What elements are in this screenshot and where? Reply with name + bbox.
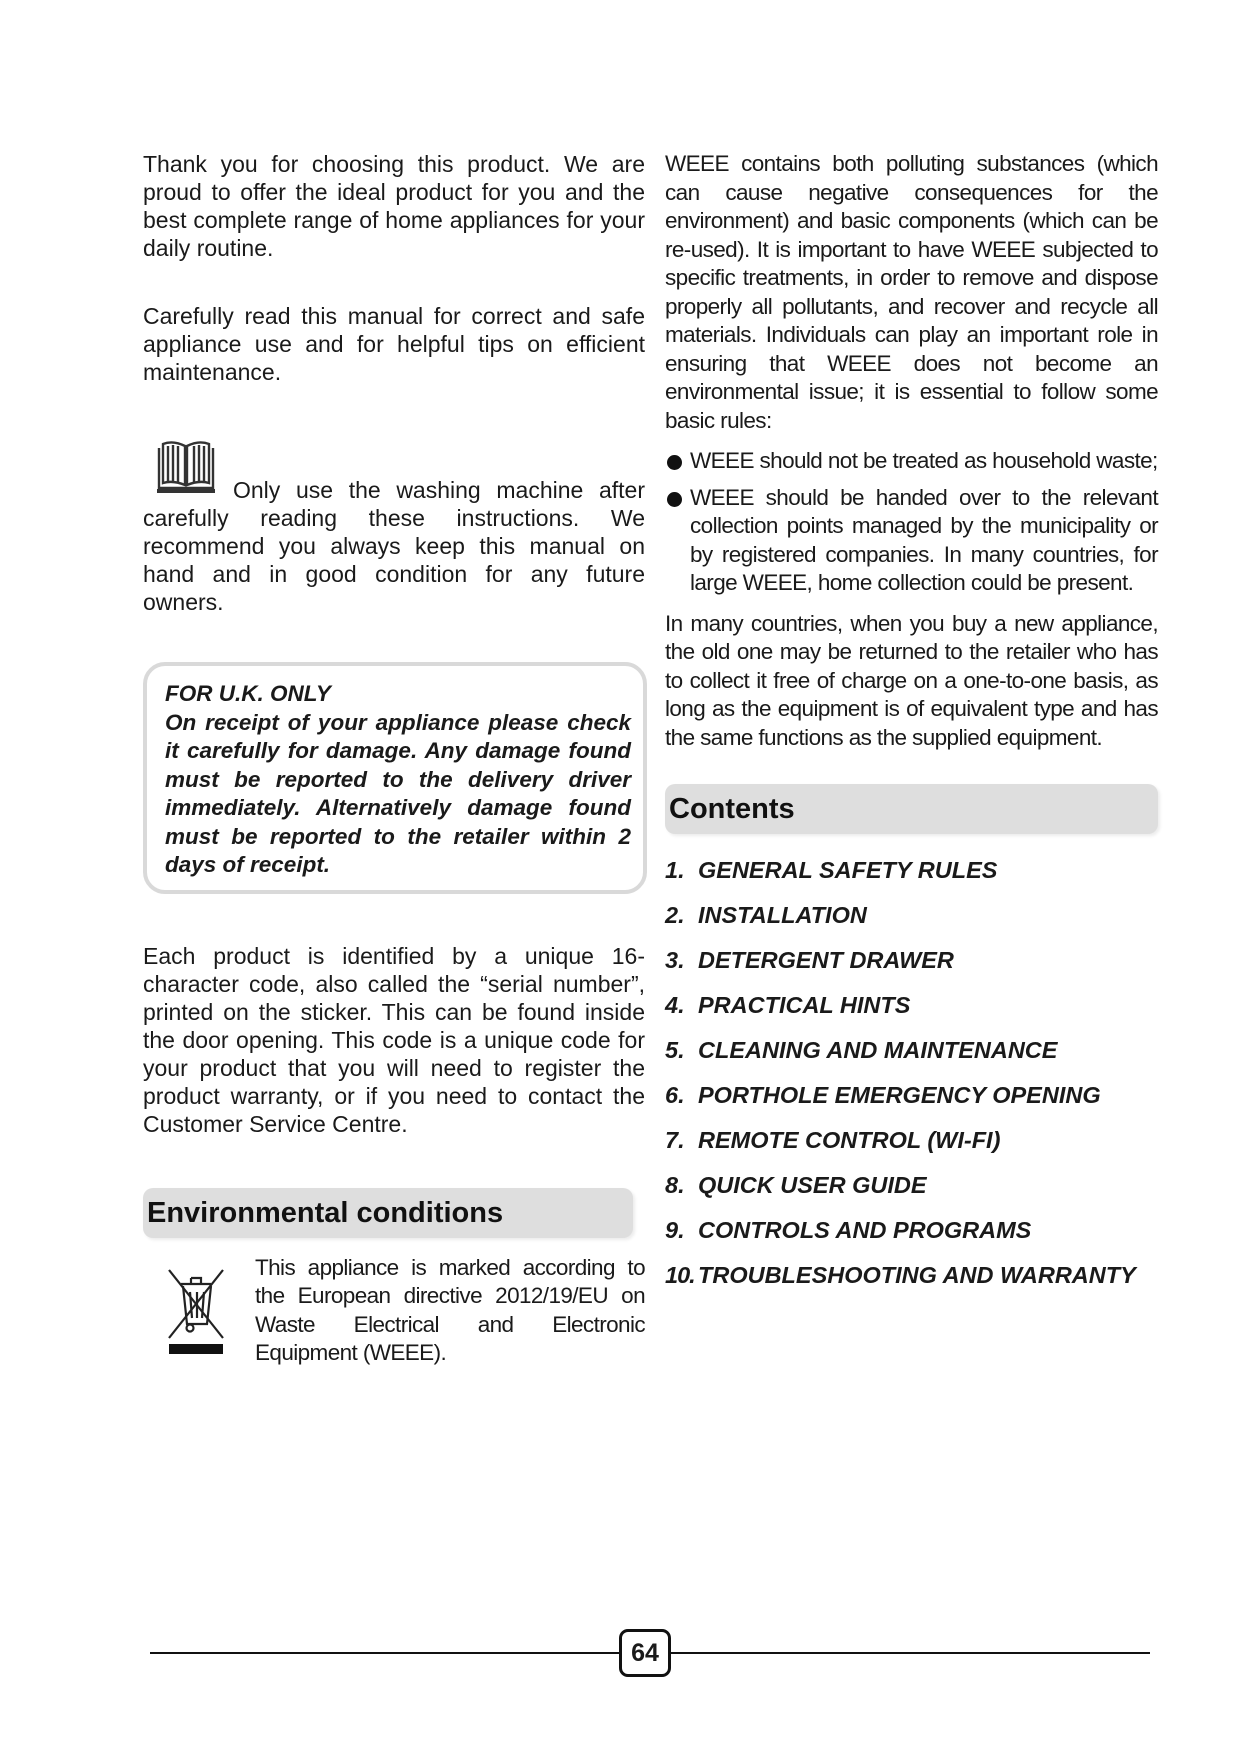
toc-number: 3. xyxy=(665,947,685,973)
crossed-out-bin-icon xyxy=(163,1262,229,1358)
bullet-dot-icon xyxy=(667,455,682,470)
weee-description: WEEE contains both polluting substances (which can cause negative consequences for the environment) and basic components (which can be re-used). It is important to have WEEE subjected to specific treatments, in order to remove and dispose properly all pollutants, and recover and recycle all materials. Individuals can play an important role in ensuring that WEEE does not become an environmental issue; it is essential to follow some basic rules: xyxy=(665,151,1158,433)
serial-number-text: Each product is identified by a unique 16-character code, also called the “serial number”, printed on the sticker. This can be found inside the door opening. This code is a unique code for your product that you will need to register the product warranty, or if you need to contact the Customer Service Centre. xyxy=(143,942,645,1137)
weee-rule-text: WEEE should be handed over to the relevant collection points managed by the municipality or by registered companies. In many countries, for large WEEE, home collection could be present. xyxy=(690,484,1158,595)
toc-item[interactable] xyxy=(665,901,1158,946)
toc-number: 8. xyxy=(665,1172,685,1198)
toc-item[interactable] xyxy=(665,1171,1158,1216)
toc-number: 6. xyxy=(665,1082,685,1108)
toc-item[interactable] xyxy=(665,1036,1158,1081)
toc-number: 4. xyxy=(665,992,685,1018)
footer-rule-right xyxy=(671,1652,1150,1654)
weee-rule-item xyxy=(665,447,1158,476)
toc-title: REMOTE CONTROL (WI-FI) xyxy=(698,1127,1001,1153)
toc-item[interactable] xyxy=(665,991,1158,1036)
toc-title: INSTALLATION xyxy=(698,902,867,928)
toc-item[interactable] xyxy=(665,1216,1158,1261)
uk-only-notice xyxy=(143,662,647,894)
bullet-dot-icon xyxy=(667,492,682,507)
right-column xyxy=(665,150,1158,1306)
toc-number: 9. xyxy=(665,1217,685,1243)
manual-note xyxy=(143,438,645,616)
toc-title: CLEANING AND MAINTENANCE xyxy=(698,1037,1058,1063)
toc-item[interactable] xyxy=(665,1081,1158,1126)
environmental-conditions-title: Environmental conditions xyxy=(147,1196,504,1229)
toc-title: PORTHOLE EMERGENCY OPENING xyxy=(698,1082,1101,1108)
toc-title: DETERGENT DRAWER xyxy=(698,947,954,973)
toc-number: 2. xyxy=(665,902,685,928)
toc-item[interactable] xyxy=(665,1261,1158,1306)
footer-rule-left xyxy=(150,1652,619,1654)
toc-item[interactable] xyxy=(665,856,1158,901)
toc-item[interactable] xyxy=(665,1126,1158,1171)
toc-title: PRACTICAL HINTS xyxy=(698,992,911,1018)
retailer-return-text: In many countries, when you buy a new appliance, the old one may be returned to the retailer who has to collect it free of charge on a one-to-one basis, as long as the equipment is of equivalent type and has the same functions as the supplied equipment. xyxy=(665,610,1158,750)
environmental-conditions-header xyxy=(143,1188,633,1238)
contents-title: Contents xyxy=(669,793,795,825)
toc-number: 5. xyxy=(665,1037,685,1063)
contents-header xyxy=(665,784,1158,834)
toc-title: QUICK USER GUIDE xyxy=(698,1172,927,1198)
uk-only-heading: FOR U.K. ONLY xyxy=(165,681,331,706)
toc-title: GENERAL SAFETY RULES xyxy=(698,857,998,883)
toc-title: CONTROLS AND PROGRAMS xyxy=(698,1217,1032,1243)
manual-note-text: Only use the washing machine after carefully reading these instructions. We recommend you always keep this manual on hand and in good condition for any future owners. xyxy=(143,477,645,615)
uk-only-text: On receipt of your appliance please check it carefully for damage. Any damage found must be reported to the delivery driver immediately. Alternatively damage found must be reported to the retailer within 2 days of receipt. xyxy=(165,709,631,877)
toc-item[interactable] xyxy=(665,946,1158,991)
toc-number: 7. xyxy=(665,1127,685,1153)
toc-number: 1. xyxy=(665,857,685,883)
weee-rule-text: WEEE should not be treated as household waste; xyxy=(690,448,1158,473)
open-book-icon xyxy=(155,438,217,494)
weee-intro-text: This appliance is marked according to the European directive 2012/19/EU on Waste Electrical and Electronic Equipment (WEEE). xyxy=(255,1254,645,1365)
weee-rules-list xyxy=(665,447,1158,598)
intro-text: Thank you for choosing this product. We are proud to offer the ideal product for you and the best complete range of home appliances for your daily routine. xyxy=(143,151,645,261)
page-number: 64 xyxy=(619,1629,671,1677)
left-column xyxy=(143,150,645,1368)
toc-title: TROUBLESHOOTING AND WARRANTY xyxy=(698,1262,1136,1288)
read-manual-text: Carefully read this manual for correct and safe appliance use and for helpful tips on efficient maintenance. xyxy=(143,303,645,385)
table-of-contents xyxy=(665,856,1158,1306)
weee-rule-item xyxy=(665,484,1158,598)
toc-number: 10. xyxy=(665,1262,695,1288)
weee-notice xyxy=(143,1254,645,1368)
